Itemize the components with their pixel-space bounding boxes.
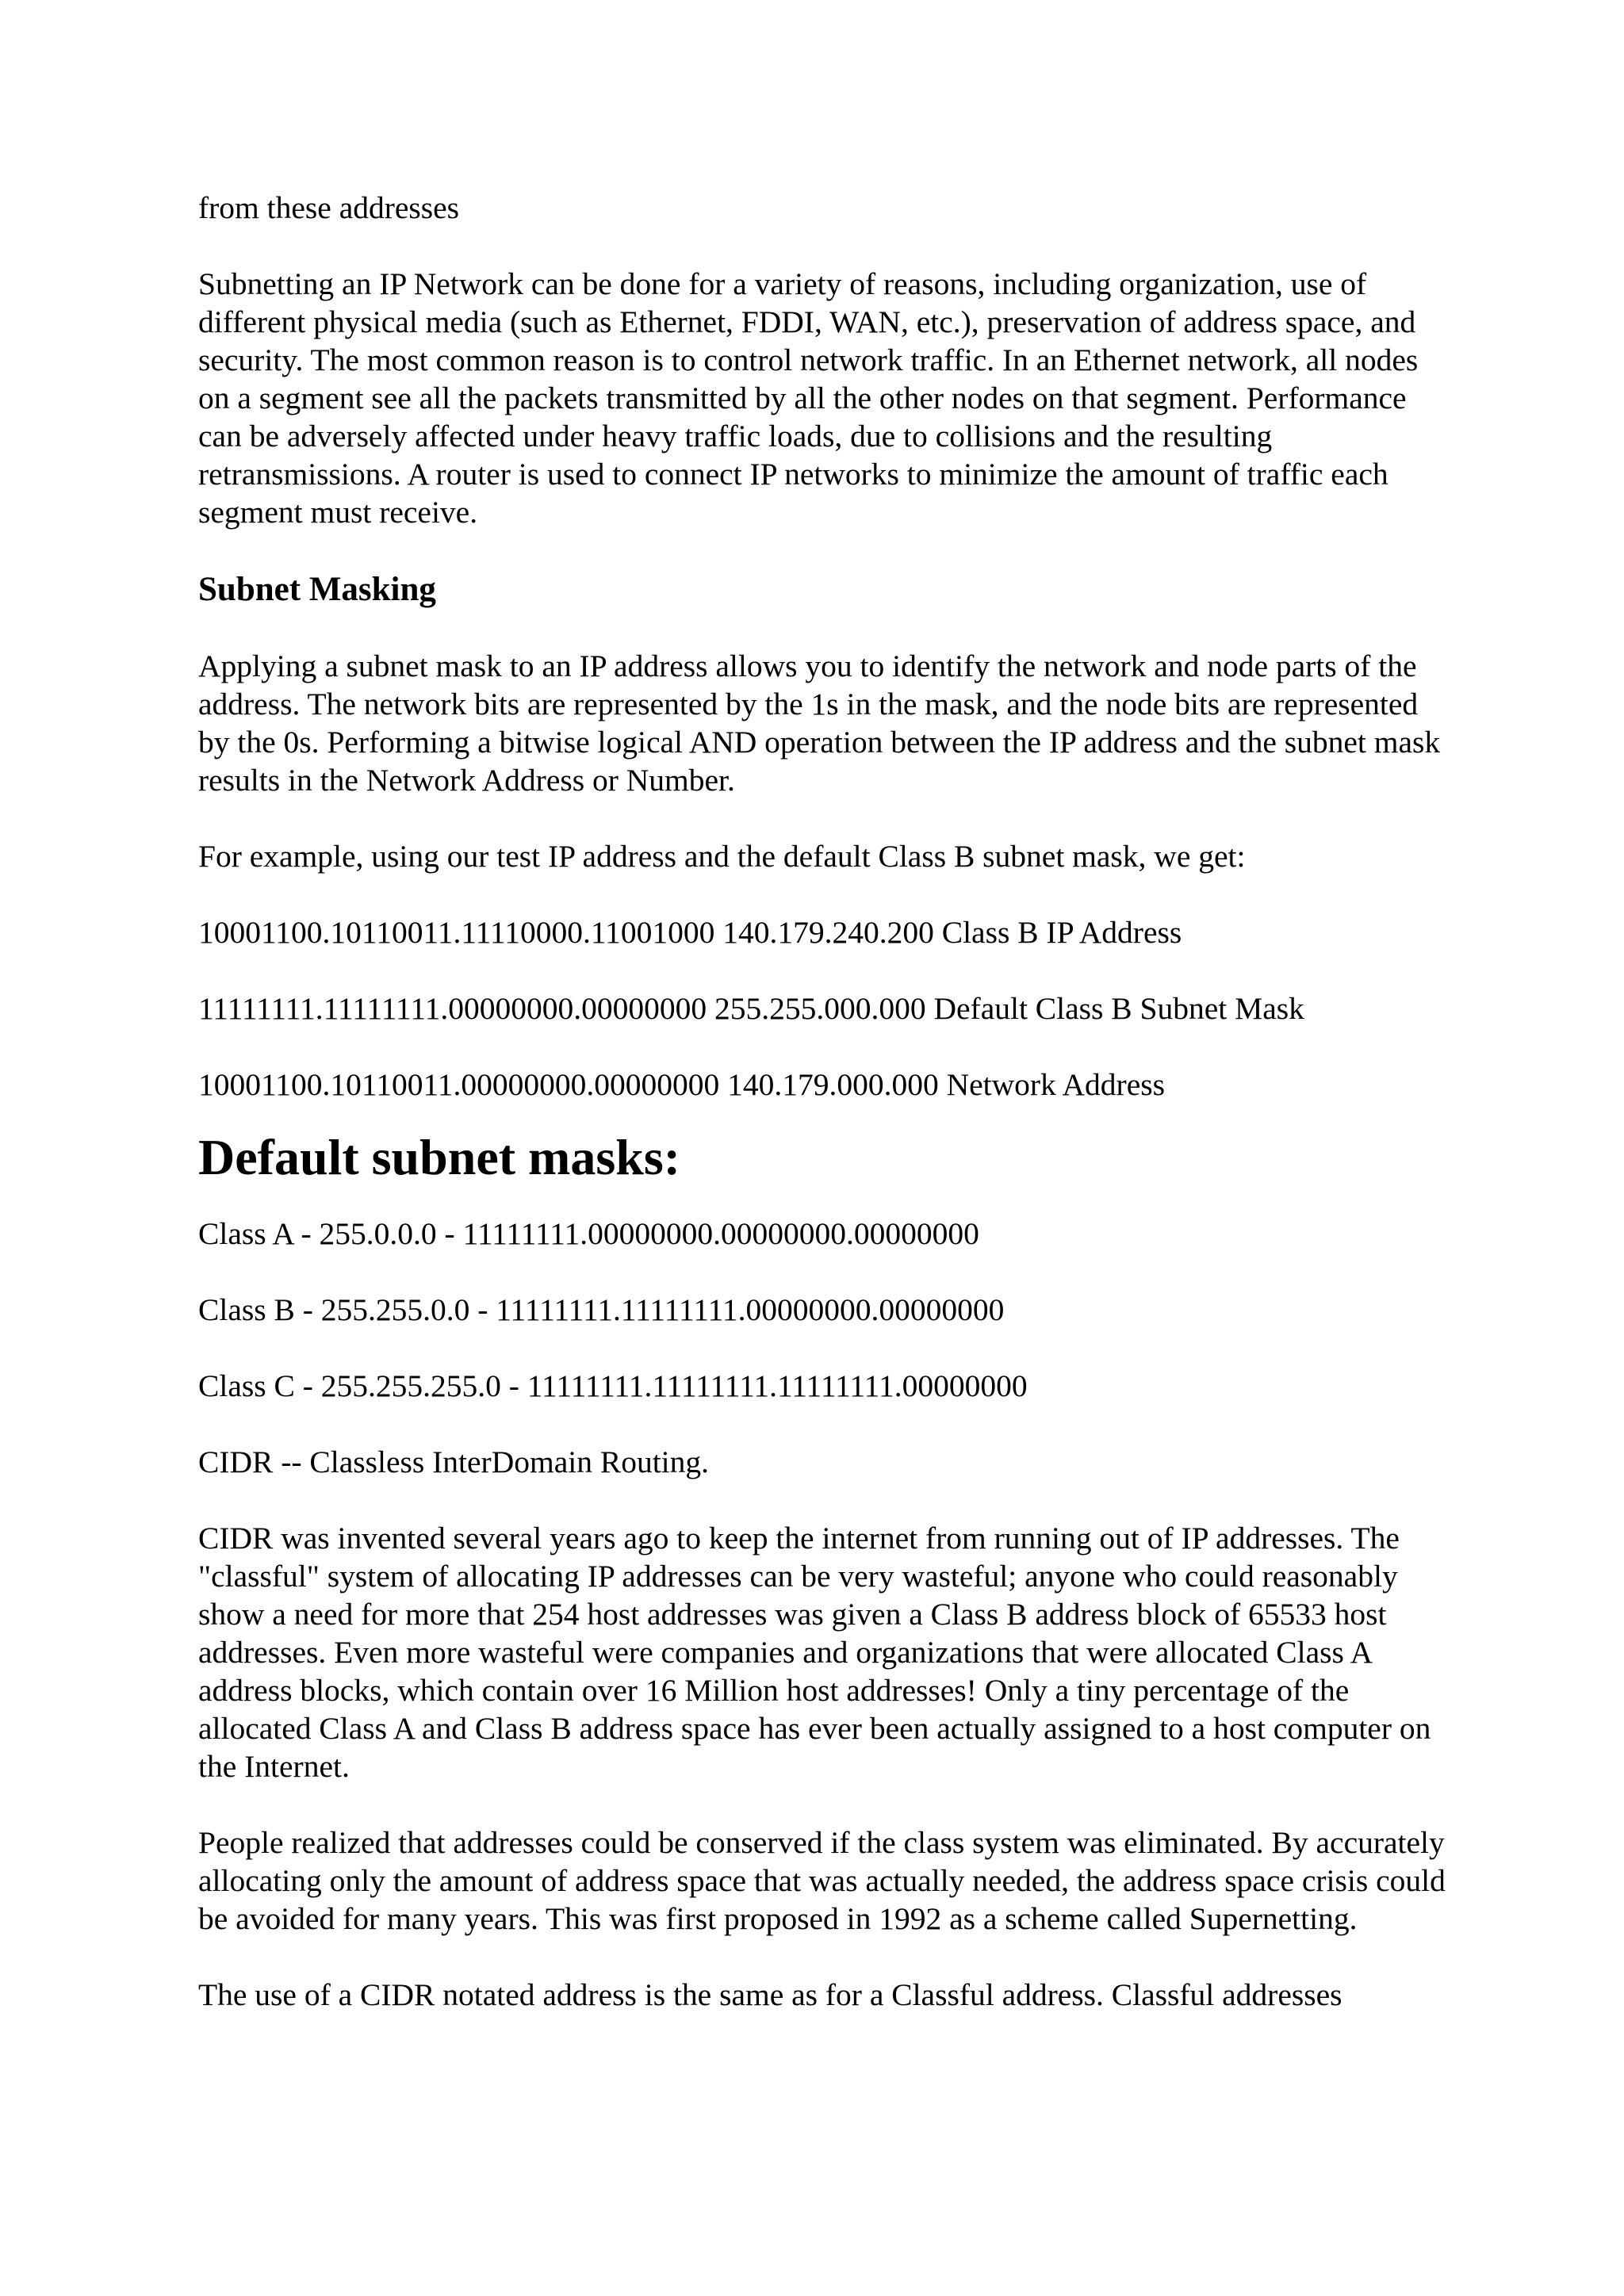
subnet-masking-heading: Subnet Masking bbox=[198, 571, 436, 608]
cidr-title-line: CIDR -- Classless InterDomain Routing. bbox=[198, 1445, 710, 1479]
subnetting-paragraph: Subnetting an IP Network can be done for a variety of reasons, including organization, use of different physical media (such as Ethernet, FDDI, WAN, etc.), preservation of address space, and security. The most common reason is to control network traffic. In an Ethernet network, all nodes on a segment see all the packets transmitted by all the other nodes on that segment. Performance can be adversely affected under heavy traffic loads, due to collisions and the resulting retransmissions. A router is used to connect IP networks to minimize the amount of traffic each segment must receive. bbox=[198, 266, 1419, 530]
example-line-ip-address: 10001100.10110011.11110000.11001000 140.179.240.200 Class B IP Address bbox=[198, 915, 1182, 950]
example-line-subnet-mask: 11111111.11111111.00000000.00000000 255.255.000.000 Default Class B Subnet Mask bbox=[198, 991, 1304, 1026]
default-masks-heading: Default subnet masks: bbox=[198, 1129, 681, 1185]
default-mask-class-a: Class A - 255.0.0.0 - 11111111.00000000.00000000.00000000 bbox=[198, 1216, 979, 1251]
subnet-masking-paragraph: Applying a subnet mask to an IP address allows you to identify the network and node parts of the address. The network bits are represented by the 1s in the mask, and the node bits are represented by the 0s. Performing a bitwise logical AND operation between the IP address and the subnet mask results in the Network Address or Number. bbox=[198, 649, 1441, 798]
example-intro: For example, using our test IP address and the default Class B subnet mask, we get: bbox=[198, 839, 1246, 874]
cidr-paragraph-2: People realized that addresses could be conserved if the class system was eliminated. By accurately allocating only the amount of address space that was actually needed, the address space crisis could be avoided for many years. This was first proposed in 1992 as a scheme called Supernetting. bbox=[198, 1825, 1446, 1936]
default-mask-class-b: Class B - 255.255.0.0 - 11111111.11111111.00000000.00000000 bbox=[198, 1292, 1005, 1327]
default-mask-class-c: Class C - 255.255.255.0 - 11111111.11111111.11111111.00000000 bbox=[198, 1368, 1028, 1403]
cidr-paragraph-3-fragment: The use of a CIDR notated address is the same as for a Classful address. Classful addresses bbox=[198, 1977, 1342, 2012]
document-body bbox=[198, 189, 1451, 2014]
example-line-network-address: 10001100.10110011.00000000.00000000 140.179.000.000 Network Address bbox=[198, 1067, 1165, 1102]
intro-fragment: from these addresses bbox=[198, 190, 460, 225]
cidr-paragraph-1: CIDR was invented several years ago to keep the internet from running out of IP addresses. The "classful" system of allocating IP addresses can be very wasteful; anyone who could reasonably show a need for more that 254 host addresses was given a Class B address block of 65533 host addresses. Even more wasteful were companies and organizations that were allocated Class A address blocks, which contain over 16 Million host addresses! Only a tiny percentage of the allocated Class A and Class B address space has ever been actually assigned to a host computer on the Internet. bbox=[198, 1521, 1431, 1784]
